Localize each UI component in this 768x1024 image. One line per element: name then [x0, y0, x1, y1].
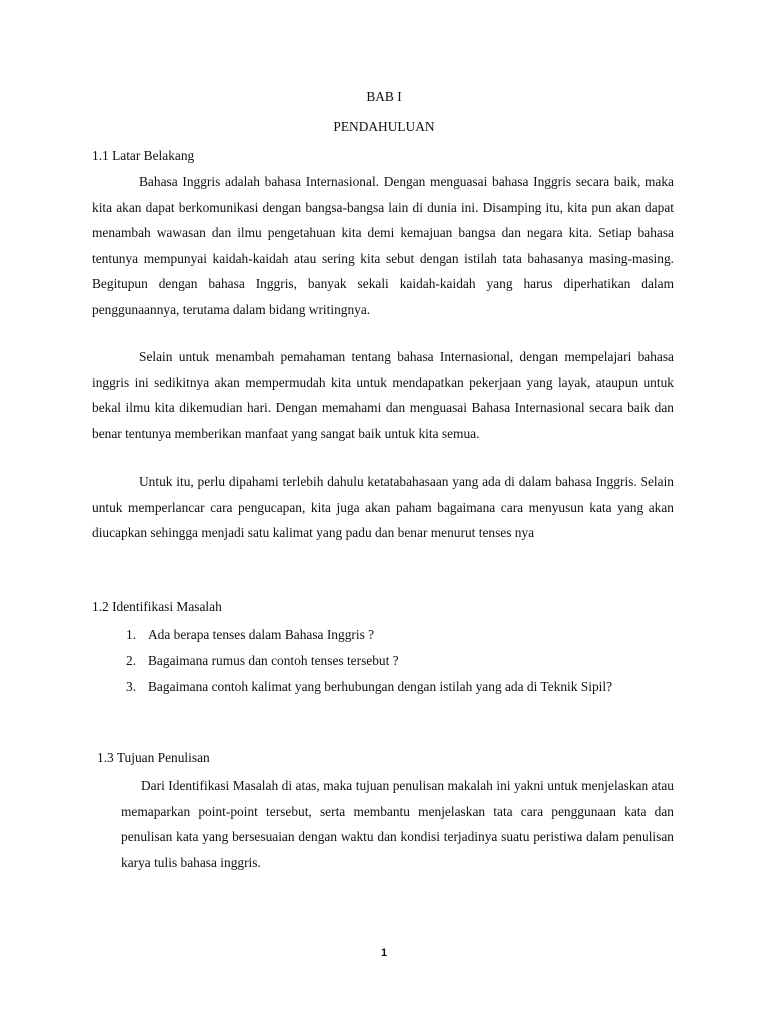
- paragraph-latar-belakang-1: Bahasa Inggris adalah bahasa Internasional. Dengan menguasai bahasa Inggris secara baik, maka kita akan dapat berkomunikasi dengan bangsa-bangsa lain di dunia ini. Disamping itu, kita pun akan dapat menambah wawasan dan ilmu pengetahuan kita demi kemajuan bangsa dan negara kita. Setiap bahasa tentunya mempunyai kaidah-kaidah atau sering kita sebut dengan istilah tata bahasanya masing-masing. Begitupun dengan bahasa Inggris, banyak sekali kaidah-kaidah yang harus diperhatikan dalam penggunaannya, terutama dalam bidang writingnya.: [92, 174, 674, 317]
- list-item-text: Ada berapa tenses dalam Bahasa Inggris ?: [148, 627, 375, 642]
- paragraph-latar-belakang-2: Selain untuk menambah pemahaman tentang bahasa Internasional, dengan mempelajari bahasa inggris ini sedikitnya akan mempermudah kita untuk mendapatkan pekerjaan yang layak, ataupun untuk bekal ilmu kita dikemudian hari. Dengan memahami dan menguasai Bahasa Internasional secara baik dan benar tentunya memberikan manfaat yang sangat baik untuk kita semua.: [92, 349, 674, 441]
- section-heading-latar-belakang: 1.1 Latar Belakang: [92, 148, 195, 163]
- list-item: [126, 674, 674, 700]
- list-item-number: 3.: [126, 678, 137, 694]
- page-number: 1: [380, 947, 388, 959]
- list-item: [126, 622, 674, 648]
- section-heading-tujuan-penulisan: 1.3 Tujuan Penulisan: [97, 750, 210, 765]
- list-item: [126, 648, 674, 674]
- problem-list: [126, 622, 674, 699]
- chapter-number: BAB I: [366, 89, 402, 104]
- list-item-number: 2.: [126, 652, 137, 668]
- section-heading-identifikasi-masalah: 1.2 Identifikasi Masalah: [92, 599, 222, 614]
- list-item-text: Bagaimana contoh kalimat yang berhubungan dengan istilah yang ada di Teknik Sipil?: [148, 678, 613, 694]
- list-item-number: 1.: [126, 627, 137, 642]
- list-item-text: Bagaimana rumus dan contoh tenses tersebut ?: [148, 652, 399, 668]
- chapter-title: PENDAHULUAN: [333, 119, 435, 134]
- paragraph-latar-belakang-3: Untuk itu, perlu dipahami terlebih dahulu ketatabahasaan yang ada di dalam bahasa Inggris. Selain untuk memperlancar cara pengucapan, kita juga akan paham bagaimana cara menyusun kata yang akan diucapkan sehingga menjadi satu kalimat yang padu dan benar menurut tenses nya: [92, 474, 674, 541]
- paragraph-tujuan-penulisan: Dari Identifikasi Masalah di atas, maka tujuan penulisan makalah ini yakni untuk menjelaskan atau memaparkan point-point tersebut, serta membantu menjelaskan tata cara penggunaan kata dan penulisan kata yang bersesuaian dengan waktu dan kondisi terjadinya suatu peristiwa dalam penulisan karya tulis bahasa inggris.: [121, 778, 674, 870]
